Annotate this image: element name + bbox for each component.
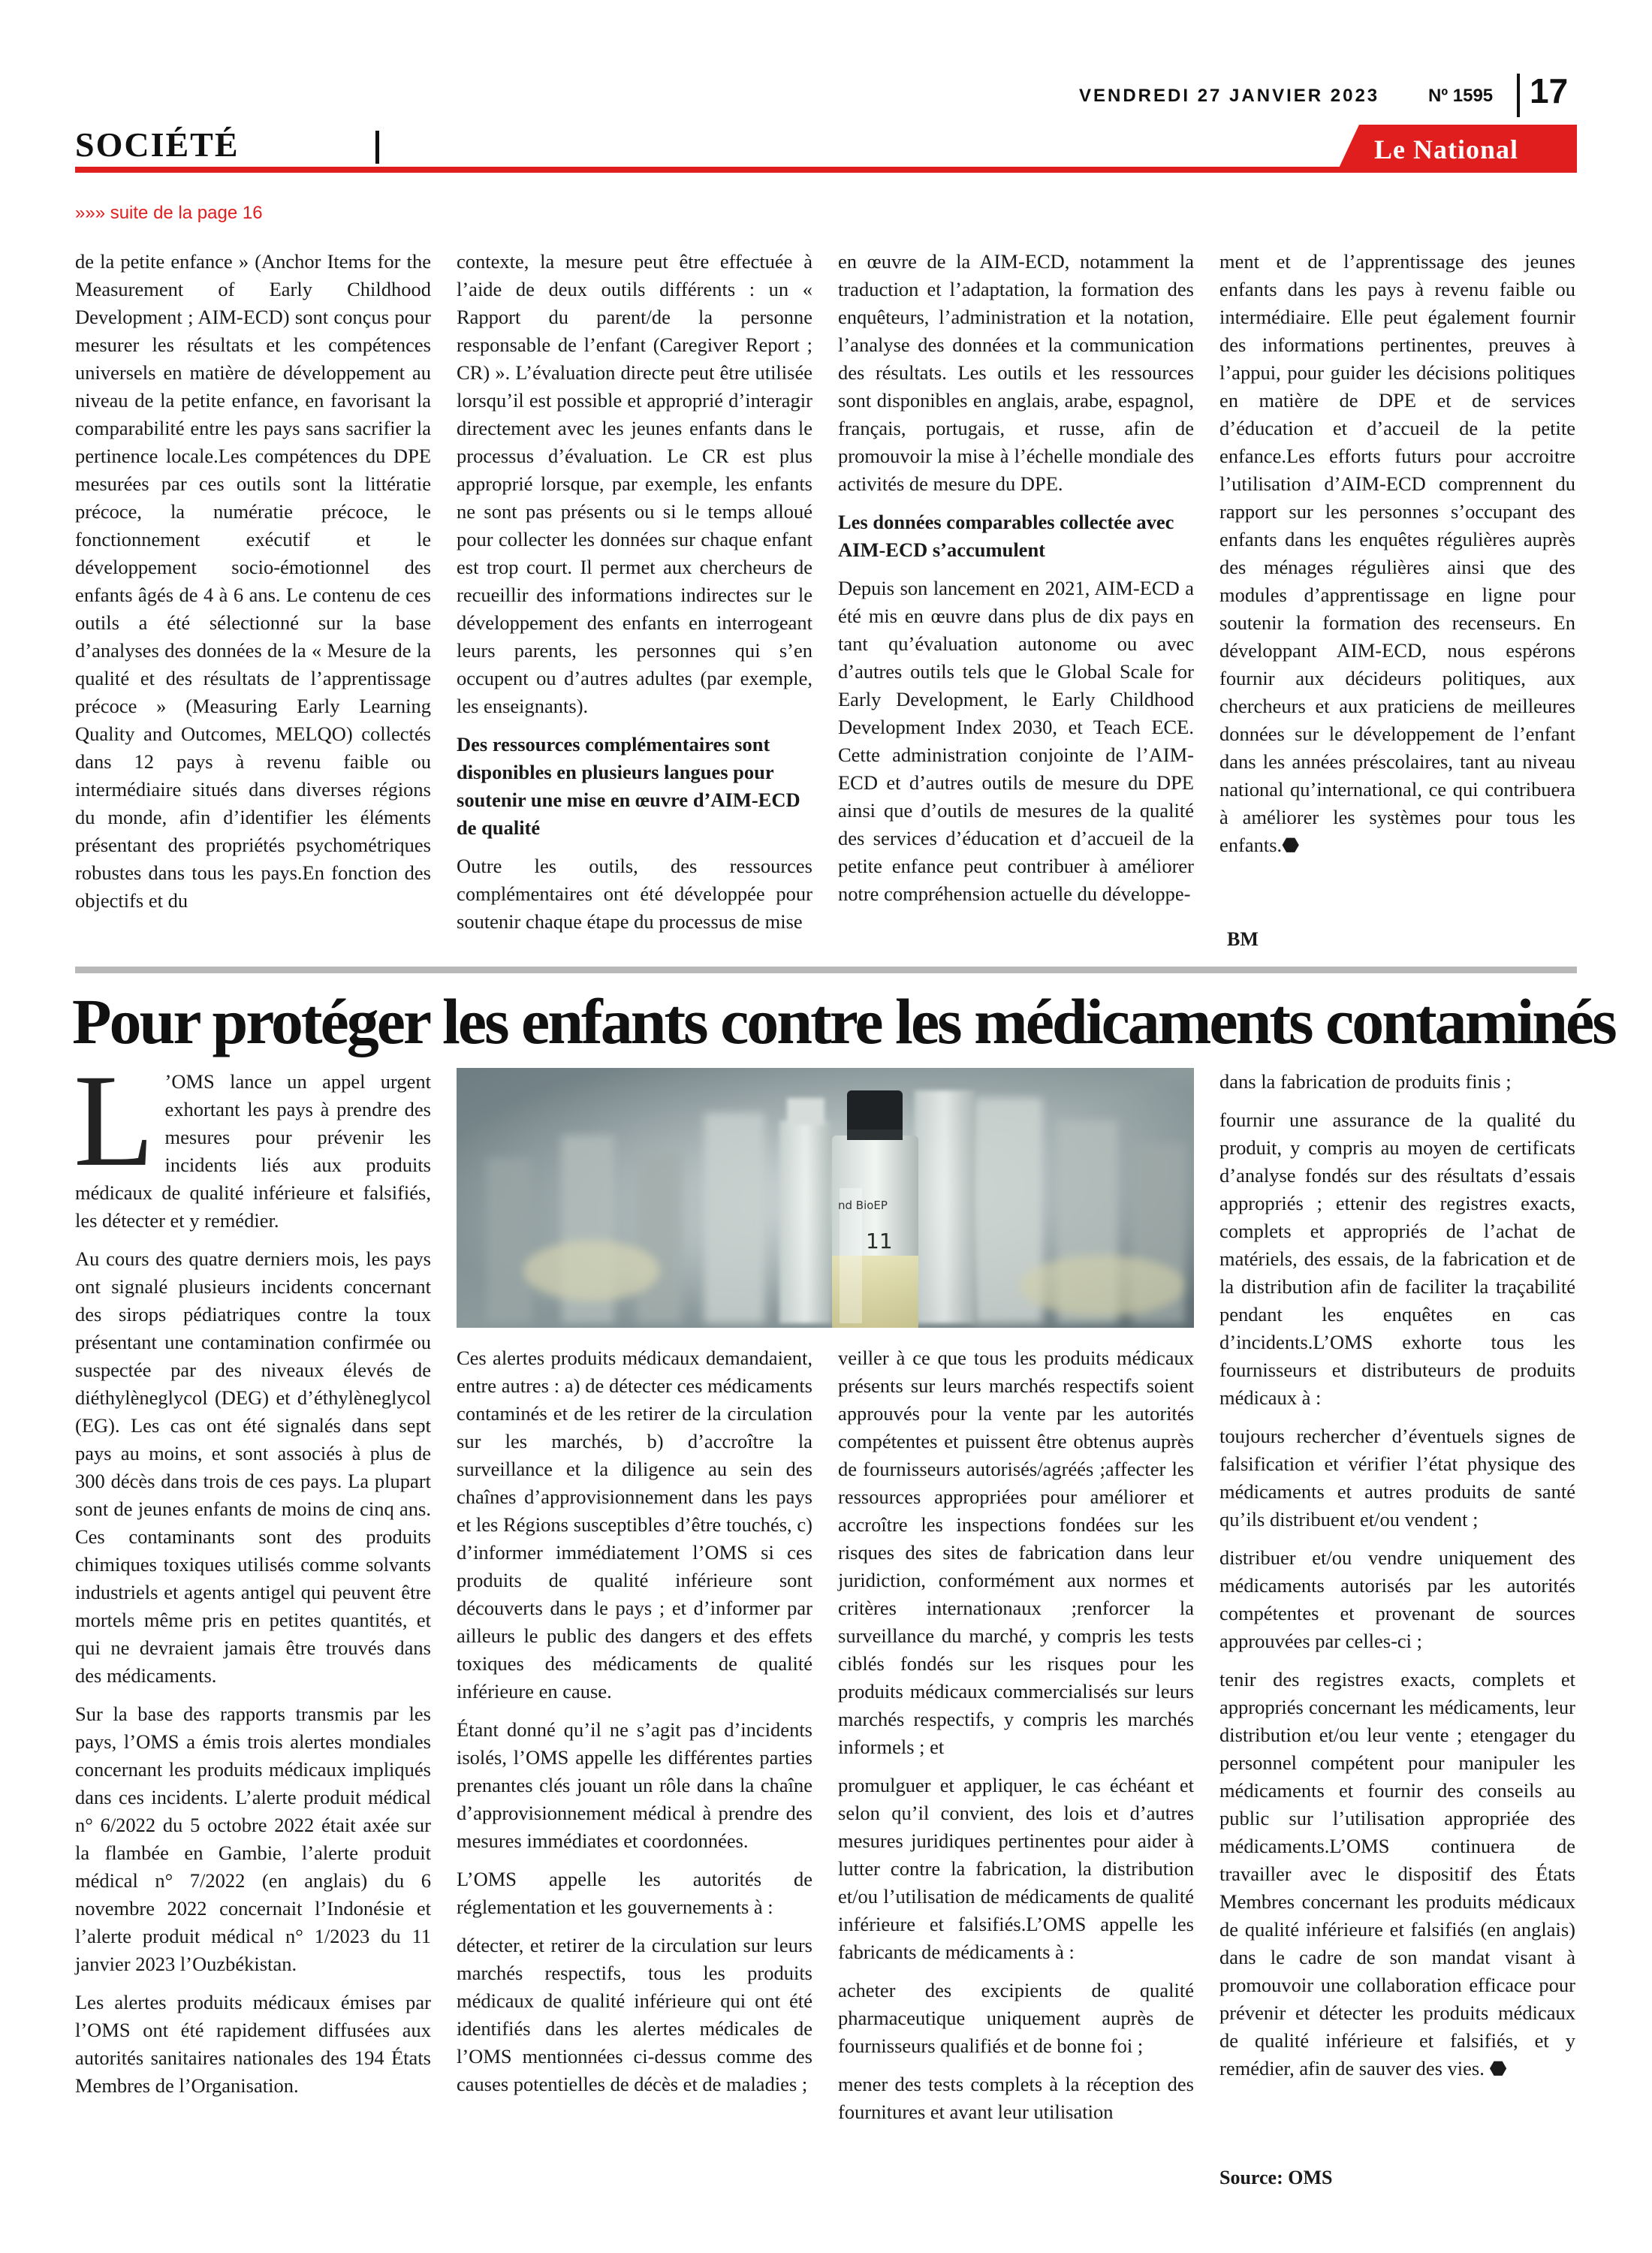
- paragraph: mener des tests complets à la réception des fournitures et avant leur utilisation: [838, 2073, 1194, 2123]
- section-bar: [375, 131, 379, 164]
- paragraph: Étant donné qu’il ne s’agit pas d’incidents isolés, l’OMS appelle les différentes parties prenantes clés jouant un rôle dans la chaîne d’approvisionnement médical à prendre des mesures immédiates et coordonnées.: [457, 1718, 812, 1852]
- paragraph: Les alertes produits médicaux émises par l’OMS ont été rapidement diffusées aux autorités sanitaires nationales des 194 États Membres de l’Organisation.: [75, 1991, 431, 2097]
- page-number: 17: [1530, 71, 1569, 110]
- paragraph: Depuis son lancement en 2021, AIM-ECD a été mis en œuvre dans plus de dix pays en tant qu’évaluation autonome ou avec d’autres outils tels que le Global Scale for Early Development, le Early Childhood Development Index 2030, et Teach ECE. Cette administration conjointe de l’AIM-ECD et d’autres outils de mesure du DPE ainsi que d’outils de mesures de la qualité des services d’éducation et d’accueil de la petite enfance peut contribuer à améliorer notre compréhension actuelle du développe-: [838, 577, 1194, 905]
- paragraph: de la petite enfance » (Anchor Items for the Measurement of Early Childhood Development ; AIM-ECD) sont conçus pour mesurer les résultats et les compétences universels en matière de développement au niveau de la petite enfance, en favorisant la comparabilité entre les pays sans sacrifier la pertinence locale.Les compétences du DPE mesurées par ces outils sont la littératie précoce, la numératie précoce, le fonctionnement exécutif et le développement socio-émotionnel des enfants âgés de 4 à 6 ans. Le contenu de ces outils a été sélectionné sur la base d’analyses des données de la « Mesure de la qualité et des résultats de l’apprentissage précoce » (Measuring Early Learning Quality and Outcomes, MELQO) collectés dans 12 pays à revenu faible ou intermédiaire situés dans diverses régions du monde, afin d’identifier les éléments présentant des propriétés psychométriques robustes dans tous les pays.En fonction des objectifs et du: [75, 250, 431, 912]
- vial-label-text: nd BioEP: [838, 1199, 888, 1212]
- end-mark-icon: ⬣: [1282, 834, 1300, 856]
- paragraph: [1219, 248, 1575, 859]
- drop-cap: L: [74, 1048, 155, 1194]
- paragraph: contexte, la mesure peut être effectuée à l’aide de deux outils différents : un « Rapport du parent/de la personne responsable de l’enfant (Caregiver Report ; CR) ». L’évaluation directe peut être utilisée lorsqu’il est possible et approprié d’interagir directement avec les jeunes enfants dans le processus d’évaluation. Le CR est plus approprié lorsque, par exemple, les enfants ne sont pas présents ou si le temps alloué pour collecter les données sur chaque enfant est trop court. Il permet aux chercheurs de recueillir des informations indirectes sur le développement des enfants en interrogeant leurs parents, les personnes qui s’en occupent ou d’autres adultes (par exemple, les enseignants).: [457, 250, 812, 717]
- paragraph: acheter des excipients de qualité pharmaceutique uniquement auprès de fournisseurs qualifiés et de bonne foi ;: [838, 1979, 1194, 2057]
- paragraph: en œuvre de la AIM-ECD, notamment la traduction et l’adaptation, la formation des enquêteurs, l’administration et la notation, l’analyse des données et la communication des résultats. Les outils et les ressources sont disponibles en anglais, arabe, espagnol, français, portugais, et russe, afin de promouvoir la mise à l’échelle mondiale des activités de mesure du DPE.: [838, 250, 1194, 495]
- paragraph: [1219, 1666, 1575, 2083]
- main-article-column-2: [457, 1344, 812, 2109]
- top-article-column-2: [457, 248, 812, 946]
- main-article-column-1: [74, 1048, 431, 2110]
- subheading: Des ressources complémentaires sont disponibles en plusieurs langues pour soutenir une mise en œuvre d’AIM-ECD de qualité: [457, 733, 800, 839]
- article-photo: [457, 1068, 1194, 1328]
- byline: BM: [1227, 928, 1259, 950]
- main-article-column-3: [838, 1344, 1194, 2137]
- top-article-column-1: [75, 248, 431, 925]
- continued-from: »»» suite de la page 16: [75, 203, 263, 223]
- vial-number: 11: [866, 1229, 893, 1253]
- top-article-column-3: [838, 248, 1194, 918]
- paragraph-text: ment et de l’apprentissage des jeunes enfants dans les pays à revenu faible ou intermédiaire. Elle peut également fournir des informations pertinentes, preuves à l’appui, pour guider les décisions politiques en matière de DPE et de services d’éducation et d’accueil de la petite enfance.Les efforts futurs pour accroitre l’utilisation d’AIM-ECD comprennent du rapport sur les personnes s’occupant des enfants dans les enquêtes régulières auprès des ménages régulières ainsi que des modules d’apprentissage en ligne pour soutenir la formation des recenseurs. En développant AIM-ECD, nous espérons fournir aux décideurs politiques, aux chercheurs et aux praticiens de meilleures données sur le développement de l’enfant dans les années préscolaires, tant au niveau national qu’international, ce qui contribuera à améliorer les systèmes pour tous les enfants.: [1219, 250, 1575, 856]
- end-mark-icon: ⬣: [1489, 2057, 1507, 2080]
- paragraph: promulguer et appliquer, le cas échéant et selon qu’il convient, des lois et d’autres mesures juridiques pertinentes pour aider à lutter contre la fabrication, la distribution et/ou l’utilisation de médicaments de qualité inférieure et falsifiés.L’OMS appelle les fabricants de médicaments à :: [838, 1774, 1194, 1963]
- issue-number: Nº 1595: [1428, 86, 1494, 106]
- section-title: SOCIÉTÉ: [75, 125, 240, 164]
- story-separator: [75, 967, 1577, 973]
- paragraph: veiller à ce que tous les produits médicaux présents sur leurs marchés respectifs soient approuvés pour la vente par les autorités compétentes et puissent être obtenus auprès de fournisseurs autorisés/agréés ;affecter les ressources appropriées pour améliorer et accroître les inspections fondées sur les risques des sites de fabrication dans leur juridiction, conformément aux normes et critères internationaux ;renforcer la surveillance du marché, y compris les tests ciblés fondés sur les risques pour les produits médicaux commercialisés sur leurs marchés respectifs, y compris les marchés informels ; et: [838, 1347, 1194, 1758]
- paragraph: fournir une assurance de la qualité du produit, y compris au moyen de certificats d’analyse fondés sur des résultats d’essais appropriés ; ettenir des registres exacts, complets et appropriés de l’achat de matériels, des essais, de la fabrication et de la distribution afin de faciliter la traçabilité pendant les enquêtes en cas d’incidents.L’OMS exhorte tous les fournisseurs et distributeurs de produits médicaux à :: [1219, 1108, 1575, 1409]
- paragraph: Sur la base des rapports transmis par les pays, l’OMS a émis trois alertes mondiales concernant les produits médicaux impliqués dans ces incidents. L’alerte produit médical n° 6/2022 du 5 octobre 2022 était axée sur la flambée en Gambie, l’alerte produit médical n° 7/2022 (en anglais) du 6 novembre 2022 concernait l’Indonésie et l’alerte produit médical n° 1/2023 du 11 janvier 2023 l’Ouzbékistan.: [75, 1703, 431, 1975]
- paragraph: Outre les outils, des ressources complémentaires ont été développée pour soutenir chaque étape du processus de mise: [457, 855, 812, 933]
- paragraph-text: tenir des registres exacts, complets et appropriés concernant les médicaments, leur distribution et/ou leur vente ; etengager du personnel compétent pour manipuler les médicaments et fournir des conseils au public sur l’utilisation appropriée des médicaments.L’OMS continuera de travailler avec le dispositif des États Membres concernant les produits médicaux de qualité inférieure et falsifiés (en anglais) dans le cadre de son mandat visant à promouvoir une collaboration efficace pour prévenir et détecter les produits médicaux de qualité inférieure et falsifiés, et y remédier, afin de sauver des vies.: [1219, 1668, 1575, 2080]
- header-divider: [1517, 74, 1520, 117]
- paragraph: L’OMS appelle les autorités de réglementation et les gouvernements à :: [457, 1868, 812, 1918]
- newspaper-brand: Le National: [1374, 134, 1519, 164]
- headline: Pour protéger les enfants contre les médicaments contaminés: [72, 985, 1615, 1057]
- paragraph: distribuer et/ou vendre uniquement des médicaments autorisés par les autorités compétentes et provenant de sources approuvées par celles-ci ;: [1219, 1546, 1575, 1652]
- subheading: Les données comparables collectée avec AIM-ECD s’accumulent: [838, 511, 1174, 561]
- main-article-column-4: [1219, 1068, 1575, 2093]
- paragraph: Ces alertes produits médicaux demandaient, entre autres : a) de détecter ces médicaments contaminés et de les retirer de la circulation sur les marchés, b) d’accroître la surveillance et la diligence au sein des chaînes d’approvisionnement dans les pays et les Régions susceptibles d’être touchés, c) d’informer immédiatement l’OMS si ces produits de qualité inférieure sont découverts dans le pays ; et d’informer par ailleurs le public des dangers et des effets toxiques des médicaments de qualité inférieure en cause.: [457, 1347, 812, 1703]
- header-meta: [1079, 71, 1590, 111]
- top-article-column-4: [1219, 248, 1575, 870]
- lead-paragraph: [74, 1048, 431, 1235]
- paragraph: dans la fabrication de produits finis ;: [1219, 1070, 1512, 1093]
- issue-date: VENDREDI 27 JANVIER 2023: [1079, 86, 1380, 106]
- paragraph-text: ’OMS lance un appel urgent exhortant les pays à prendre des mesures pour prévenir les incidents liés aux produits médicaux de qualité inférieure et falsifiés, les détecter et y remédier.: [75, 1070, 431, 1232]
- paragraph: détecter, et retirer de la circulation sur leurs marchés respectifs, tous les produits médicaux de qualité inférieure qui ont été identifiés dans les alertes médicales de l’OMS mentionnées ci-dessus comme des causes potentielles de décès et de maladies ;: [457, 1934, 812, 2095]
- article-source: Source: OMS: [1219, 2167, 1333, 2188]
- paragraph: Au cours des quatre derniers mois, les pays ont signalé plusieurs incidents concernant des sirops pédiatriques contre la toux présentant une contamination confirmée ou suspectée par des niveaux élevés de diéthylèneglycol (DEG) et d’éthylèneglycol (EG). Les cas ont été signalés dans sept pays au moins, et sont associés à plus de 300 décès dans trois de ces pays. La plupart sont de jeunes enfants de moins de cinq ans. Ces contaminants sont des produits chimiques toxiques utilisés comme solvants industriels et agents antigel qui peuvent être mortels même pris en petites quantités, et qui ne devraient jamais être trouvés dans des médicaments.: [75, 1247, 431, 1687]
- paragraph: toujours rechercher d’éventuels signes de falsification et vérifier l’état physique des médicaments et autres produits de santé qu’ils distribuent et/ou vendent ;: [1219, 1425, 1575, 1531]
